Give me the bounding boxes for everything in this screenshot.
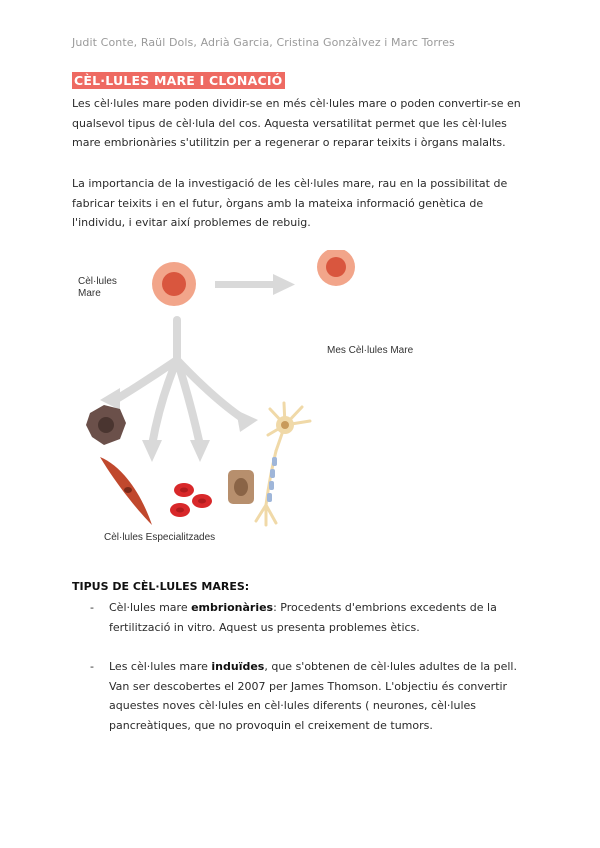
list-item-text — [109, 657, 530, 735]
header-authors: Judit Conte, Raül Dols, Adrià Garcia, Cristina Gonzàlvez i Marc Torres — [72, 36, 455, 49]
list-item-embryonic — [90, 598, 530, 637]
list-item-induced — [90, 657, 530, 735]
bone-cell — [86, 405, 126, 445]
label-stem-cells — [78, 276, 128, 300]
specialized-cells — [80, 395, 340, 535]
label-more-stem-cells: Mes Cèl·lules Mare — [327, 345, 414, 356]
intro-paragraph-2: La importancia de la investigació de les cèl·lules mare, rau en la possibilitat de fabricar teixits i en el futur, òrgans amb la mateixa informació genètica de l'individu, i evitar així problemes de rebuig. — [72, 177, 508, 229]
item-prefix: Cèl·lules mare — [109, 601, 192, 614]
item-prefix: Les cèl·lules mare — [109, 660, 212, 673]
muscle-cell — [100, 457, 152, 525]
red-blood-cells — [170, 483, 212, 517]
label-specialized-cells: Cèl·lules Especialitzades — [104, 532, 216, 543]
label-stem-line1: Cèl·lules — [78, 276, 117, 287]
section-title-stem-cells: CÈL·LULES MARE I CLONACIÓ — [74, 73, 283, 88]
neuron-nucleus — [281, 421, 289, 429]
bullet-dash: - — [90, 660, 94, 673]
section-title-types: TIPUS DE CÈL·LULES MARES: — [72, 580, 250, 593]
epithelial-cell — [228, 470, 254, 504]
item-rest: : Procedents d'embrions excedents de la fertilització in vitro. Aquest us presenta problemes ètics. — [109, 601, 497, 634]
stem-cell-copy-1 — [317, 250, 355, 286]
item-keyword: induïdes — [211, 660, 265, 673]
intro-paragraph-1: Les cèl·lules mare poden dividir-se en més cèl·lules mare o poden convertir-se en qualsevol tipus de cèl·lula del cos. Aquesta versatilitat permet que les cèl·lules mare embrionàries s'utilitzin per a regenerar o reparar teixits i òrgans malalts. — [72, 97, 521, 149]
stem-cell — [152, 262, 196, 306]
label-stem-line2: Mare — [78, 288, 101, 299]
list-item-text — [109, 598, 530, 637]
division-arrow — [215, 274, 295, 295]
item-keyword: embrionàries — [191, 601, 274, 614]
item-rest: , que s'obtenen de cèl·lules adultes de la pell. Van ser descobertes el 2007 per James Thomson. L'objectiu és convertir aquestes noves cèl·lules en cèl·lules diferents ( neurones, cèl·lules pancreàtiques, que no provoquin el creixement de tumors. — [109, 660, 517, 732]
bullet-dash: - — [90, 601, 94, 614]
